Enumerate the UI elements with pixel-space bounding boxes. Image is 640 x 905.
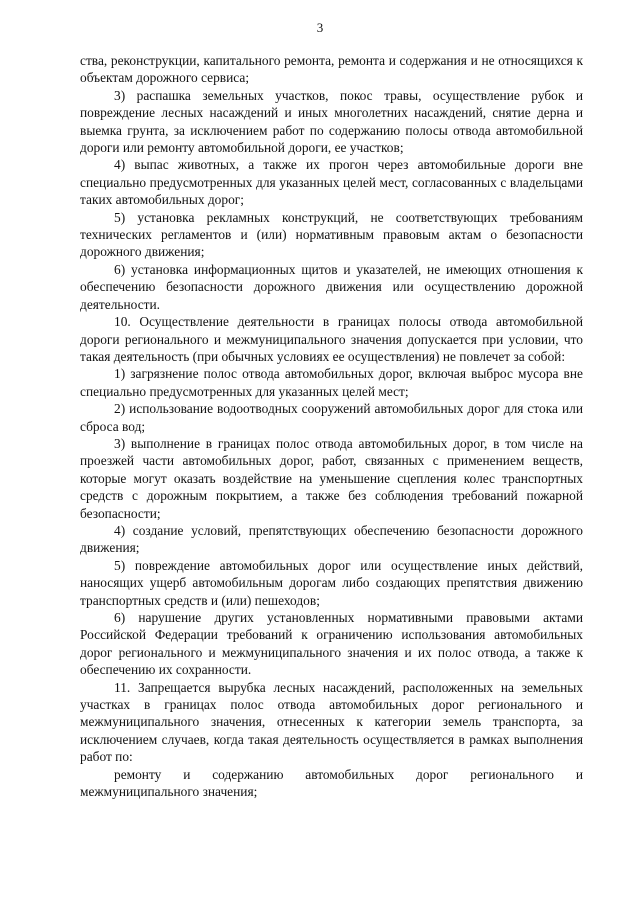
paragraph-item-5-advertising: 5) установка рекламных конструкций, не соответствующих требованиям технических регламентов и (или) нормативным правовым актам о безопасности дорожного движения;: [80, 209, 583, 260]
paragraph-continuation: ства, реконструкции, капитального ремонта, ремонта и содержания и не относящихся к объектам дорожного сервиса;: [80, 53, 583, 86]
paragraph-10-item-3: 3) выполнение в границах полос отвода автомобильных дорог, в том числе на проезжей части автомобильных дорог, работ, связанных с применением веществ, которые могут оказать воздействие на уменьшение сцепления колес транспортных средств с дорожным покрытием, а также без соблюдения требований пожарной безопасности;: [80, 435, 583, 521]
paragraph-10-item-6: 6) нарушение других установленных нормативными правовыми актами Российской Федерации требований к ограничению использования автомобильных дорог регионального и межмуниципального значения и их полос отвода, а также к обеспечению их сохранности.: [80, 610, 583, 678]
page-number: 3: [316, 20, 324, 35]
paragraph-item-4-animals: 4) выпас животных, а также их прогон через автомобильные дороги вне специально предусмотренных для указанных целей мест, согласованных с владельцами таких автомобильных дорог;: [80, 157, 583, 208]
paragraph-clause-10: 10. Осуществление деятельности в границах полосы отвода автомобильной дороги регионального и межмуниципального значения допускается при условии, что такая деятельность (при обычных условиях ее осуществления) не повлечет за собой:: [80, 314, 583, 364]
paragraph-11-repair: ремонту и содержанию автомобильных дорог регионального и межмуниципального значения;: [80, 766, 583, 800]
document-body: [80, 52, 583, 800]
paragraph-clause-11: 11. Запрещается вырубка лесных насаждений, расположенных на земельных участках в границах полос отвода автомобильных дорог регионального и межмуниципального значения, отнесенных к категории земель транспорта, за исключением случаев, когда такая деятельность осуществляется в рамках выполнения работ по:: [80, 679, 583, 765]
paragraph-10-item-4: 4) создание условий, препятствующих обеспечению безопасности дорожного движения;: [80, 522, 583, 556]
paragraph-item-6-info-boards: 6) установка информационных щитов и указателей, не имеющих отношения к обеспечению безопасности дорожного движения или осуществлению дорожной деятельности.: [80, 261, 583, 312]
paragraph-item-3-plowing: 3) распашка земельных участков, покос травы, осуществление рубок и повреждение лесных насаждений и иных многолетних насаждений, снятие дерна и выемка грунта, за исключением работ по содержанию полосы отвода автомобильной дороги или ремонту автомобильной дороги, ее участков;: [80, 87, 583, 156]
paragraph-10-item-2: 2) использование водоотводных сооружений автомобильных дорог для стока или сброса вод;: [80, 401, 583, 434]
paragraph-10-item-1: 1) загрязнение полос отвода автомобильных дорог, включая выброс мусора вне специально предусмотренных для указанных целей мест;: [80, 366, 583, 399]
paragraph-10-item-5: 5) повреждение автомобильных дорог или осуществление иных действий, наносящих ущерб автомобильным дорогам либо создающих препятствия движению транспортных средств и (или) пешеходов;: [80, 557, 583, 608]
